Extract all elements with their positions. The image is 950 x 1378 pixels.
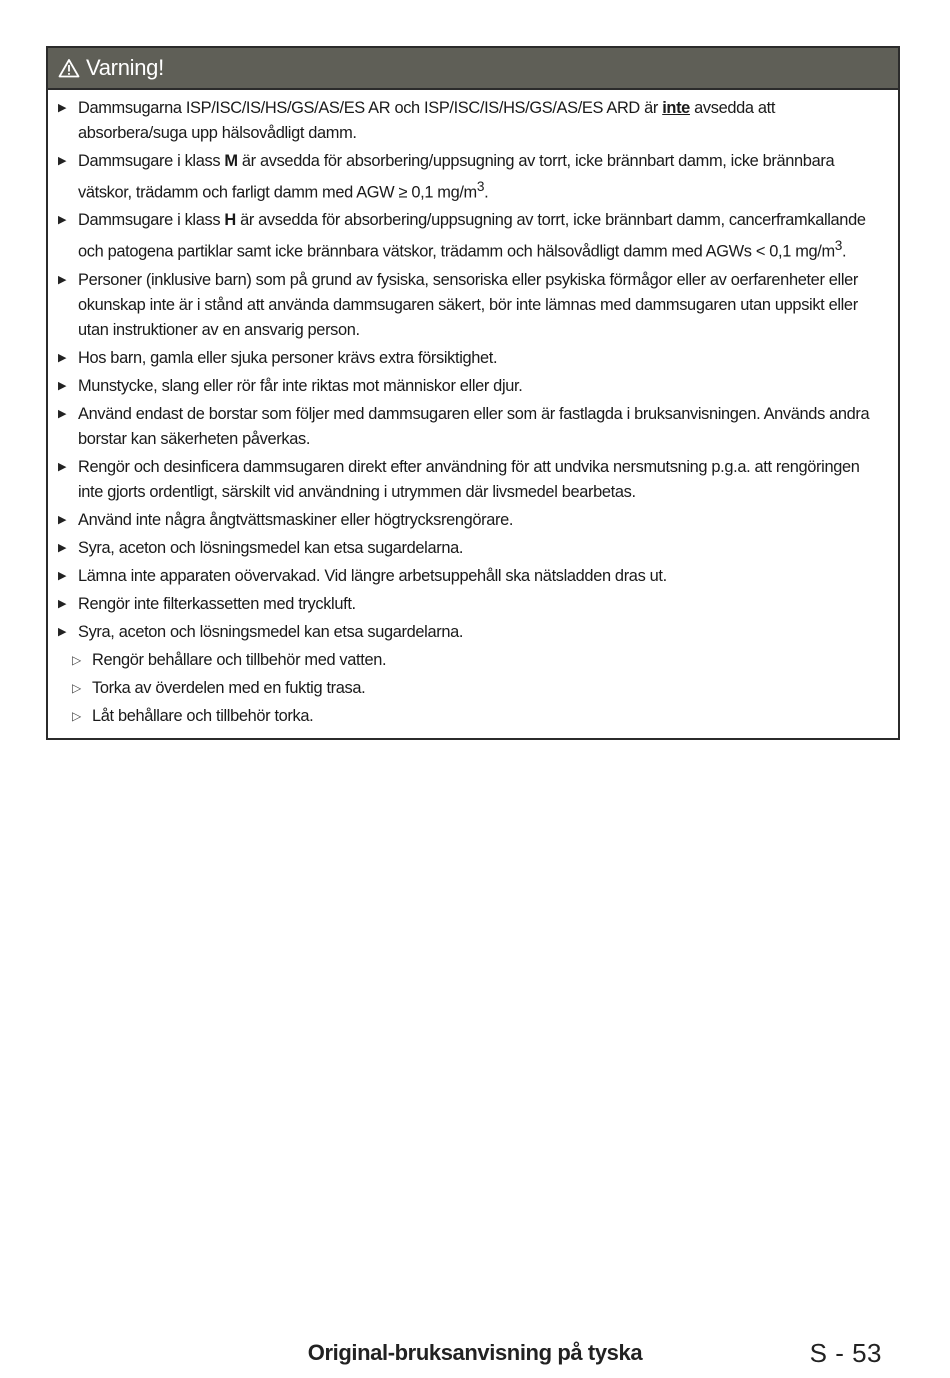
bullet-arrow-icon: ▶: [58, 407, 67, 420]
list-item-text: Munstycke, slang eller rör får inte riktas mot människor eller djur.: [78, 376, 523, 395]
warning-box: [46, 46, 900, 740]
page-number: S - 53: [809, 1338, 882, 1368]
list-item: [58, 508, 888, 533]
bullet-arrow-icon: ▶: [58, 155, 67, 167]
bullet-arrow-icon: ▶: [58, 597, 67, 610]
sub-list-item: [58, 704, 888, 729]
hollow-arrow-icon: ▷: [72, 652, 81, 667]
sub-list-item-text: Låt behållare och tillbehör torka.: [92, 706, 314, 725]
list-item: [58, 455, 888, 505]
warning-header: [48, 48, 898, 90]
bullet-arrow-icon: ▶: [58, 569, 67, 582]
warning-list: [48, 90, 898, 738]
list-item-text: Rengör inte filterkassetten med tryckluft.: [78, 594, 356, 613]
sub-list-item-text: Torka av överdelen med en fuktig trasa.: [92, 678, 366, 697]
list-item: [58, 374, 888, 399]
list-item-text: Lämna inte apparaten oövervakad. Vid längre arbetsuppehåll ska nätsladden dras ut.: [78, 566, 667, 585]
bullet-arrow-icon: ▶: [58, 379, 67, 392]
list-item-text: Rengör och desinficera dammsugaren direkt efter användning för att undvika nersmutsning p.g.a. att rengöringen inte gjorts ordentligt, särskilt vid användning i utrymmen där livsmedel bearbetas.: [78, 457, 860, 501]
footer-title: Original-bruksanvisning på tyska: [307, 1340, 643, 1365]
bullet-arrow-icon: ▶: [58, 541, 67, 554]
list-item-text: Använd endast de borstar som följer med dammsugaren eller som är fastlagda i bruksanvisningen. Används andra borstar kan säkerheten påverkas.: [78, 404, 870, 448]
warning-title: Varning!: [86, 55, 164, 80]
bullet-arrow-icon: ▶: [58, 102, 67, 114]
list-item: [58, 564, 888, 589]
list-item-text: Använd inte några ångtvättsmaskiner eller högtrycksrengörare.: [78, 510, 514, 529]
list-item: [58, 268, 888, 343]
list-item: [58, 208, 888, 264]
bullet-arrow-icon: ▶: [58, 214, 67, 227]
list-item: [58, 536, 888, 561]
sub-list-item: [58, 676, 888, 701]
class-h-label: H: [224, 211, 236, 230]
list-item-text: Syra, aceton och lösningsmedel kan etsa sugardelarna.: [78, 538, 464, 557]
hollow-arrow-icon: ▷: [72, 708, 81, 723]
bullet-arrow-icon: ▶: [58, 273, 67, 286]
list-item: [58, 96, 888, 146]
emphasis-not: inte: [662, 99, 690, 117]
bullet-arrow-icon: ▶: [58, 625, 67, 638]
list-item-text: Syra, aceton och lösningsmedel kan etsa sugardelarna.: [78, 622, 464, 641]
list-item: [58, 620, 888, 645]
list-item-text: Dammsugare i klass H är avsedda för absorbering/uppsugning av torrt, icke brännbart damm, cancerframkallande och patogena partiklar samt icke brännbara vätskor, trädamm och hälsovådligt damm med AGWs < 0,1 $mg/m^3$.: [78, 211, 866, 261]
bullet-arrow-icon: ▶: [58, 460, 67, 473]
list-item-text: Dammsugarna ISP/ISC/IS/HS/GS/AS/ES AR och ISP/ISC/IS/HS/GS/AS/ES ARD är inte avsedda att absorbera/suga upp hälsovådligt damm.: [78, 99, 776, 142]
list-item-text: Hos barn, gamla eller sjuka personer krävs extra försiktighet.: [78, 348, 498, 367]
hollow-arrow-icon: ▷: [72, 680, 81, 695]
list-item: [58, 346, 888, 371]
list-item: [58, 149, 888, 205]
list-item-text: Dammsugare i klass M är avsedda för absorbering/uppsugning av torrt, icke brännbart damm, icke brännbara vätskor, trädamm och farligt damm med AGW ≥ 0,1 $mg/m^3$.: [78, 152, 835, 202]
list-item: [58, 402, 888, 452]
list-item: [58, 592, 888, 617]
warning-triangle-icon: [58, 58, 80, 78]
class-m-label: M: [224, 152, 238, 170]
bullet-arrow-icon: ▶: [58, 351, 67, 364]
list-item-text: Personer (inklusive barn) som på grund av fysiska, sensoriska eller psykiska förmågor eller av oerfarenheter eller okunskap inte är i stånd att använda dammsugaren säkert, bör inte lämnas med dammsugaren utan uppsikt eller utan instruktioner av en ansvarig person.: [78, 270, 858, 339]
sub-list-item-text: Rengör behållare och tillbehör med vatten.: [92, 650, 387, 669]
sub-list-item: [58, 648, 888, 673]
bullet-arrow-icon: ▶: [58, 513, 67, 526]
